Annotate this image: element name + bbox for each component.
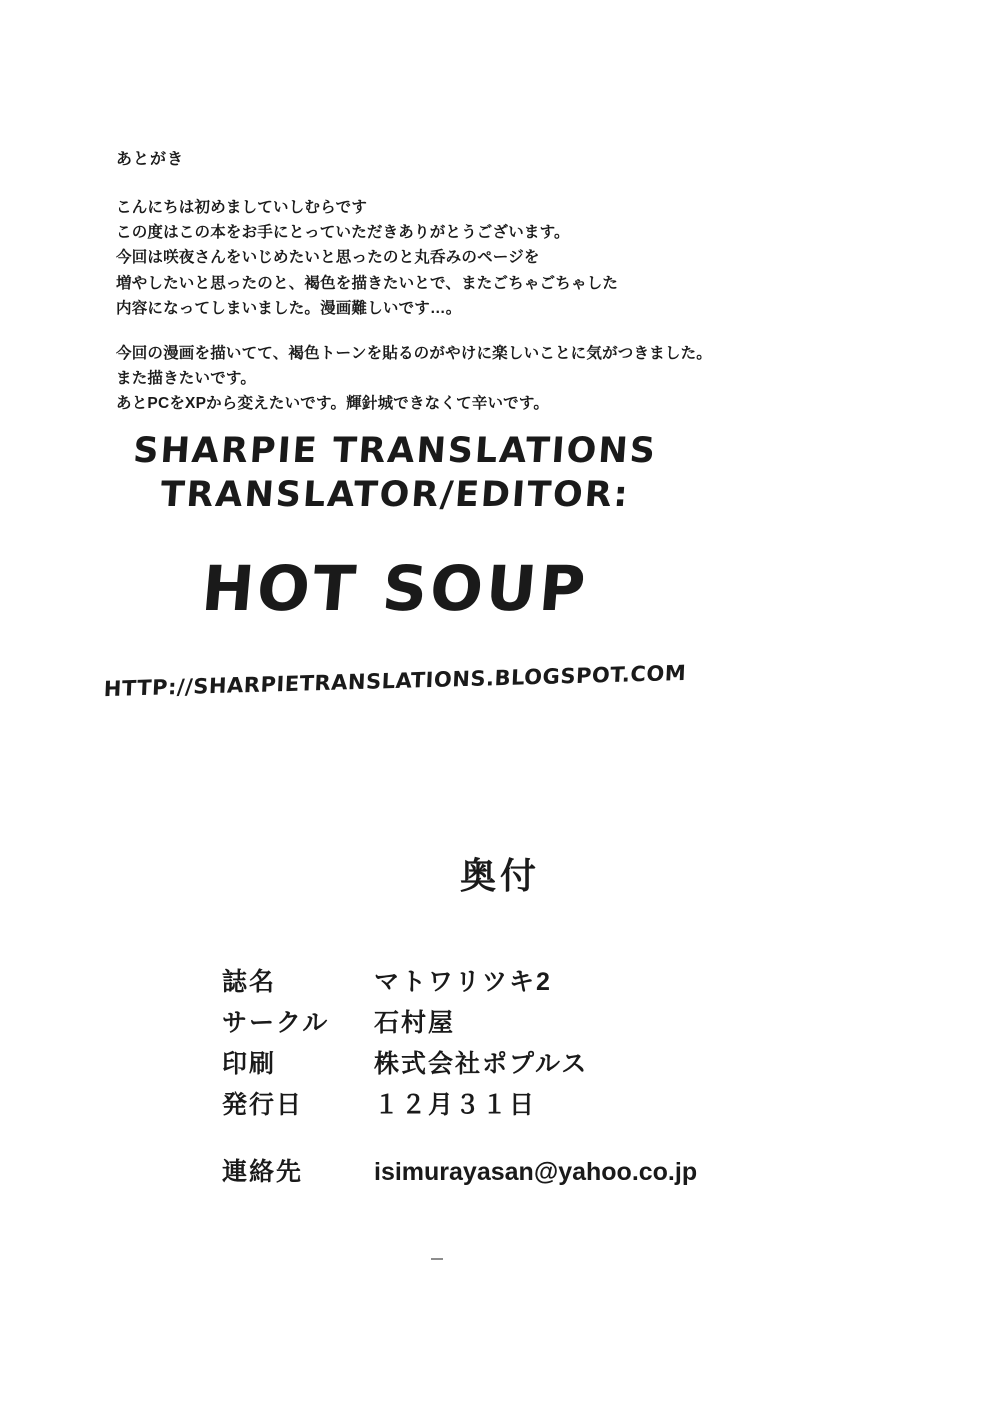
table-row — [222, 1089, 697, 1130]
colophon-value: 株式会社ポプルス — [374, 1050, 589, 1078]
afterword-line: 今回の漫画を描いてて、褐色トーンを貼るのがやけに楽しいことに気がつきました。 — [116, 344, 712, 362]
colophon-table — [222, 966, 697, 1197]
colophon-contact-value[interactable]: isimurayasan@yahoo.co.jp — [374, 1158, 698, 1186]
translation-credits — [0, 430, 790, 701]
credits-group-name: SHARPIE TRANSLATIONS — [131, 431, 659, 471]
colophon-key: サークル — [222, 1009, 330, 1037]
afterword-line: あとPCをXPから変えたいです。輝針城できなくて辛いです。 — [116, 394, 550, 412]
afterword-line: また描きたいです。 — [116, 369, 257, 387]
colophon-key: 発行日 — [222, 1091, 304, 1119]
afterword-line: 増やしたいと思ったのと、褐色を描きたいとで、またごちゃごちゃした — [116, 274, 619, 292]
table-row — [222, 1130, 697, 1197]
colophon-key: 印刷 — [222, 1050, 277, 1078]
afterword-paragraph-1 — [116, 195, 876, 321]
colophon-heading: 奥付 — [459, 855, 540, 896]
afterword-line: 内容になってしまいました。漫画難しいです…。 — [116, 299, 462, 317]
afterword-line: この度はこの本をお手にとっていただきありがとうございます。 — [116, 224, 570, 242]
afterword-paragraph-2 — [116, 341, 876, 416]
colophon-value: マトワリツキ2 — [374, 968, 552, 996]
credits-person-name: HOT SOUP — [198, 551, 592, 625]
afterword-line: こんにちは初めましていしむらです — [116, 199, 368, 217]
colophon-contact-key: 連絡先 — [222, 1158, 304, 1186]
colophon-key: 誌名 — [222, 968, 277, 996]
table-row — [222, 966, 697, 1007]
table-row — [222, 1007, 697, 1048]
afterword-heading: あとがき — [116, 151, 185, 168]
afterword-section — [116, 150, 876, 416]
colophon-value: 石村屋 — [374, 1009, 456, 1037]
table-row — [222, 1048, 697, 1089]
afterword-line: 今回は咲夜さんをいじめたいと思ったのと丸呑みのページを — [116, 249, 540, 267]
credits-url[interactable]: HTTP://SHARPIETRANSLATIONS.BLOGSPOT.COM — [103, 660, 687, 701]
page-center-mark — [431, 1258, 443, 1260]
colophon-value: １２月３１日 — [374, 1091, 537, 1119]
credits-role-label: TRANSLATOR/EDITOR: — [159, 474, 631, 515]
colophon-section — [222, 966, 862, 1197]
